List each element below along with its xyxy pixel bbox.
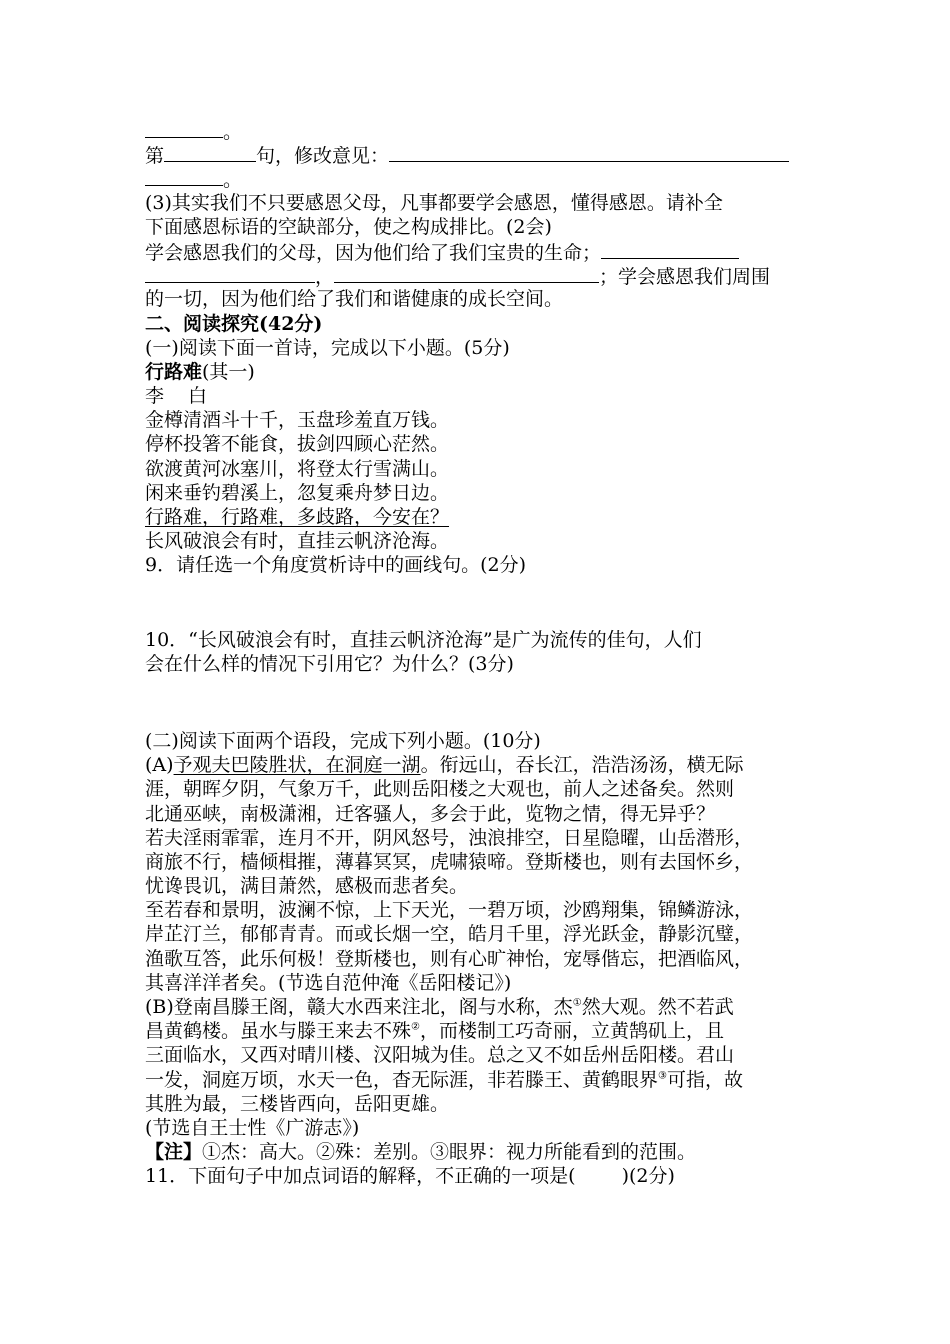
- passage-a-source: 其喜洋洋者矣。(节选自范仲淹《岳阳楼记》): [145, 971, 512, 994]
- passage-b-line: 三面临水，又西对晴川楼、汉阳城为佳。总之又不如岳州岳阳楼。君山: [145, 1044, 735, 1067]
- sentence-number-blank[interactable]: [164, 142, 256, 162]
- passage-b-source: (节选自王士性《广游志》): [145, 1116, 360, 1139]
- poem-line: 金樽清酒斗十千，玉盘珍羞直万钱。: [145, 409, 450, 432]
- passage-a-line: 岸芷汀兰，郁郁青青。而或长烟一空，皓月千里，浮光跃金，静影沉璧，: [145, 923, 754, 946]
- poem-title: 行路难(其一): [145, 360, 255, 383]
- poem-line: 长风破浪会有时，直挂云帆济沧海。: [145, 530, 450, 553]
- slogan-blank-3[interactable]: [334, 263, 599, 283]
- footnote: 【注】①杰：高大。②殊：差别。③眼界：视力所能看到的范围。: [145, 1141, 697, 1164]
- passage-a-line: 北通巫峡，南极潇湘，迁客骚人，多会于此，览物之情，得无异乎？: [145, 802, 716, 825]
- revision-blank[interactable]: [389, 142, 789, 162]
- poem-line-underlined: 行路难，行路难，多歧路，今安在？: [145, 506, 450, 528]
- passage-a-line: (A)予观夫巴陵胜状，在洞庭一湖。衔远山，吞长江，浩浩汤汤，横无际: [145, 754, 744, 777]
- part1-intro: (一)阅读下面一首诗，完成以下小题。(5分): [145, 336, 510, 359]
- passage-a-line: 商旅不行，樯倾楫摧，薄暮冥冥，虎啸猿啼。登斯楼也，则有去国怀乡，: [145, 850, 754, 873]
- poem-author: 李 白: [145, 385, 208, 408]
- poem-line: 停杯投箸不能食，拔剑四顾心茫然。: [145, 433, 450, 456]
- q3-line-5: 的一切，因为他们给了我们和谐健康的成长空间。: [145, 288, 564, 311]
- slogan-blank-1[interactable]: [601, 239, 739, 259]
- question-11: 11．下面句子中加点词语的解释，不正确的一项是( )(2分): [145, 1165, 675, 1188]
- q3-line-1: (3)其实我们不只要感恩父母，凡事都要学会感恩，懂得感恩。请补全: [145, 191, 723, 214]
- answer-line-2: 第 句，修改意见：: [145, 142, 810, 166]
- passage-a-line: 若夫淫雨霏霏，连月不开，阴风怒号，浊浪排空，日星隐曜，山岳潜形，: [145, 826, 754, 849]
- answer-blank[interactable]: [145, 166, 223, 186]
- question-9: 9．请任选一个角度赏析诗中的画线句。(2分): [145, 554, 527, 577]
- document-page: [145, 118, 810, 1189]
- passage-a-line: 渔歌互答，此乐何极！登斯楼也，则有心旷神怡，宠辱偕忘，把酒临风，: [145, 947, 754, 970]
- passage-a-line: 涯，朝晖夕阴，气象万千，此则岳阳楼之大观也，前人之述备矣。然则: [145, 778, 735, 801]
- slogan-blank-2[interactable]: [145, 263, 315, 283]
- passage-b-line: 昌黄鹤楼。虽水与滕王来去不殊②，而楼制工巧奇丽，立黄鹄矶上，且: [145, 1020, 724, 1043]
- passage-b-line: 一发，洞庭万顷，水天一色，杳无际涯，非若滕王、黄鹤眼界③可指，故: [145, 1068, 743, 1091]
- answer-line-3: 。: [145, 166, 810, 190]
- poem-line: 闲来垂钓碧溪上，忽复乘舟梦日边。: [145, 481, 450, 504]
- q3-line-4: ， ；学会感恩我们周围: [145, 263, 810, 287]
- passage-a-line: 至若春和景明，波澜不惊，上下天光，一碧万顷，沙鸥翔集，锦鳞游泳，: [145, 899, 754, 922]
- part2-intro: (二)阅读下面两个语段，完成下列小题。(10分): [145, 729, 541, 752]
- poem-line: 欲渡黄河冰塞川，将登太行雪满山。: [145, 457, 450, 480]
- answer-line-1: 。: [145, 118, 810, 142]
- section-title: 二、阅读探究(42分): [145, 312, 323, 335]
- passage-a-line: 忧谗畏讥，满目萧然，感极而悲者矣。: [145, 875, 469, 898]
- passage-b-line: (B)登南昌滕王阁，赣大水西来注北，阁与水称，杰①然大观。然不若武: [145, 996, 734, 1018]
- question-10-line-2: 会在什么样的情况下引用它？为什么？(3分): [145, 652, 514, 675]
- q3-line-2: 下面感恩标语的空缺部分，使之构成排比。(2会): [145, 215, 552, 238]
- answer-blank[interactable]: [145, 118, 223, 138]
- q3-line-3: 学会感恩我们的父母，因为他们给了我们宝贵的生命；: [145, 239, 810, 263]
- question-10-line-1: 10．“长风破浪会有时，直挂云帆济沧海”是广为流传的佳句，人们: [145, 628, 702, 651]
- passage-b-line: 其胜为最，三楼皆西向，岳阳更雄。: [145, 1092, 450, 1115]
